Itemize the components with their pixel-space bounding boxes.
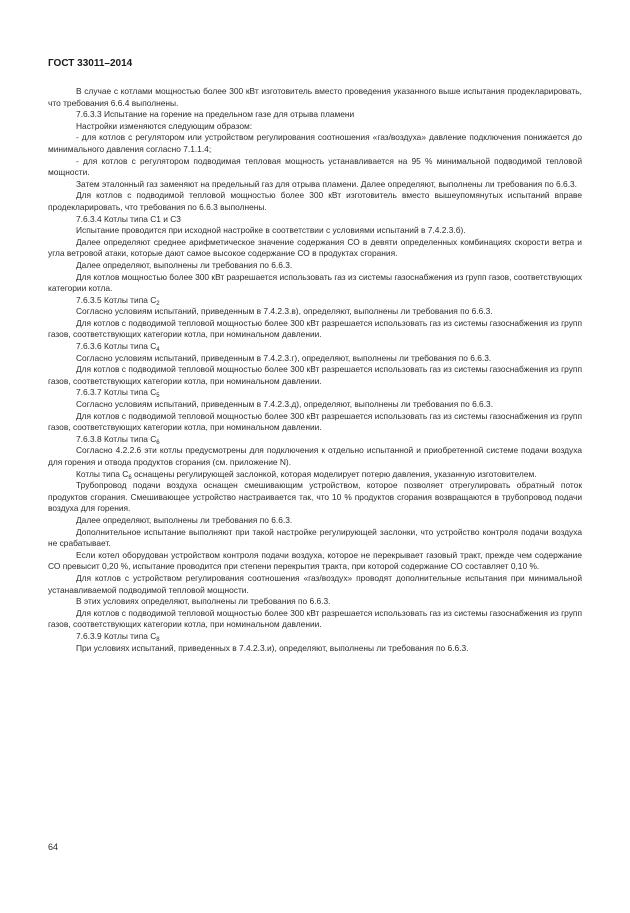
- paragraph: Далее определяют среднее арифметическое значение содержания СО в девяти определенных комбинациях скорости ветра и угла ветровой атаки, которые дают самое высокое содержание СО в продуктах сгорания.: [48, 236, 582, 259]
- heading-subscript: 4: [156, 347, 160, 354]
- heading-subscript: 6: [156, 439, 160, 446]
- paragraph: Согласно условиям испытаний, приведенным в 7.4.2.3.д), определяют, выполнены ли требования по 6.6.3.: [76, 399, 494, 410]
- paragraph: Далее определяют, выполнены ли требования по 6.6.3.: [76, 514, 293, 525]
- section-heading-c2: [48, 295, 582, 307]
- paragraph: Настройки изменяются следующим образом:: [76, 120, 253, 131]
- paragraph: В этих условиях определяют, выполнены ли требования по 6.6.3.: [76, 596, 331, 607]
- section-heading-c5: [48, 387, 582, 399]
- list-item: - для котлов с регулятором подводимая тепловая мощность устанавливается на 95 % минимальной подводимой тепловой мощности.: [48, 155, 582, 178]
- paragraph: Для котлов с подводимой тепловой мощностью более 300 кВт разрешается использовать газ из системы газоснабжения из групп газов, соответствующих категории котла, при номинальном давлении.: [48, 364, 582, 386]
- paragraph: Для котлов с подводимой тепловой мощностью более 300 кВт разрешается использовать газ из системы газоснабжения из групп газов, соответствующих категории котла, при номинальном давлении.: [48, 607, 582, 630]
- paragraph: Согласно 4.2.2.6 эти котлы предусмотрены для подключения к отдельно испытанной и приобретенной системе подачи воздуха для горения и отвода продуктов сгорания (см. приложение N).: [48, 445, 582, 467]
- inline-type-text: Котлы типа С: [76, 468, 129, 479]
- paragraph: Согласно условиям испытаний, приведенным в 7.4.2.3.в), определяют, выполнены ли требования по 6.6.3.: [76, 306, 493, 317]
- paragraph: При условиях испытаний, приведенных в 7.4.2.3.и), определяют, выполнены ли требования по 6.6.3.: [76, 642, 469, 653]
- heading-text: 7.6.3.5 Котлы типа С: [76, 294, 157, 305]
- inline-type-subscript: 6: [128, 474, 132, 481]
- heading-text: 7.6.3.9 Котлы типа С: [76, 630, 157, 641]
- heading-subscript: 8: [156, 636, 160, 643]
- paragraph: Затем эталонный газ заменяют на предельный газ для отрыва пламени. Далее определяют, выполнены ли требования по 6.6.3.: [76, 178, 578, 189]
- heading-text: 7.6.3.7 Котлы типа С: [76, 387, 157, 398]
- paragraph: В случае с котлами мощностью более 300 кВт изготовитель вместо проведения указанного выше испытания продекларировать, что требования 6.6.4 выполнены.: [48, 86, 582, 108]
- paragraph: Для котлов с подводимой тепловой мощностью более 300 кВт разрешается использовать газ из системы газоснабжения из групп газов, соответствующих категории котла, при номинальном давлении.: [48, 317, 582, 340]
- document-body: [48, 86, 582, 654]
- paragraph: Трубопровод подачи воздуха оснащен смешивающим устройством, которое позволяет отрегулировать обратный поток продуктов сгорания. Смешивающее устройство настраивается так, что 10 % продуктов сгорания возвращаются в трубопровод подачи воздуха для горения.: [48, 480, 582, 514]
- section-heading: 7.6.3.4 Котлы типа С1 и С3: [76, 213, 181, 224]
- paragraph: Дополнительное испытание выполняют при такой настройке регулирующей заслонки, что устройство контроля подачи воздуха не срабатывает.: [48, 526, 582, 549]
- section-heading-c8: [48, 631, 582, 643]
- paragraph: Для котлов мощностью более 300 кВт разрешается использовать газ из системы газоснабжения из групп газов, соответствующих категории котла.: [48, 271, 583, 294]
- paragraph-c6-damper: [48, 469, 582, 481]
- heading-subscript: 5: [156, 393, 160, 400]
- standard-header: ГОСТ 33011–2014: [48, 58, 133, 69]
- section-heading-c6: [48, 434, 582, 446]
- paragraph: Для котлов с устройством регулирования соотношения «газ/воздух» проводят дополнительные испытания при минимальной устанавливаемой подводимой тепловой мощности.: [48, 572, 582, 595]
- heading-subscript: 2: [156, 300, 160, 307]
- paragraph: Если котел оборудован устройством контроля подачи воздуха, которое не перекрывает газовый тракт, прежде чем содержание СО превысит 0,20 %, испытание проводится при степени перекрытия тракта, при которой содержание СО составляет 0,10 %.: [48, 549, 582, 572]
- paragraph: Для котлов с подводимой тепловой мощностью более 300 кВт изготовитель вместо вышеупомянутых испытаний вправе продекларировать, что требования по 6.6.3 выполнены.: [48, 190, 582, 212]
- paragraph-text: оснащены регулирующей заслонкой, которая моделирует потерю давления, указанную изготовителем.: [134, 468, 537, 479]
- heading-text: 7.6.3.8 Котлы типа С: [76, 433, 157, 444]
- paragraph: Испытание проводится при исходной настройке в соответствии с условиями испытаний в 7.4.2.3.б).: [76, 225, 466, 236]
- section-heading: 7.6.3.3 Испытание на горение на предельном газе для отрыва пламени: [76, 109, 355, 120]
- heading-text: 7.6.3.6 Котлы типа С: [76, 341, 157, 352]
- section-heading-c4: [48, 341, 582, 353]
- page-number: 64: [48, 842, 59, 852]
- paragraph: Далее определяют, выполнены ли требования по 6.6.3.: [76, 259, 293, 270]
- paragraph: Согласно условиям испытаний, приведенным в 7.4.2.3.г), определяют, выполнены ли требования по 6.6.3.: [76, 352, 492, 363]
- paragraph: Для котлов с подводимой тепловой мощностью более 300 кВт разрешается использовать газ из системы газоснабжения из групп газов, соответствующих категории котла, при номинальном давлении.: [48, 410, 582, 433]
- list-item: - для котлов с регулятором или устройством регулирования соотношения «газ/воздуха» давление подключения понижается до минимального давления согласно 7.1.1.4;: [48, 132, 582, 154]
